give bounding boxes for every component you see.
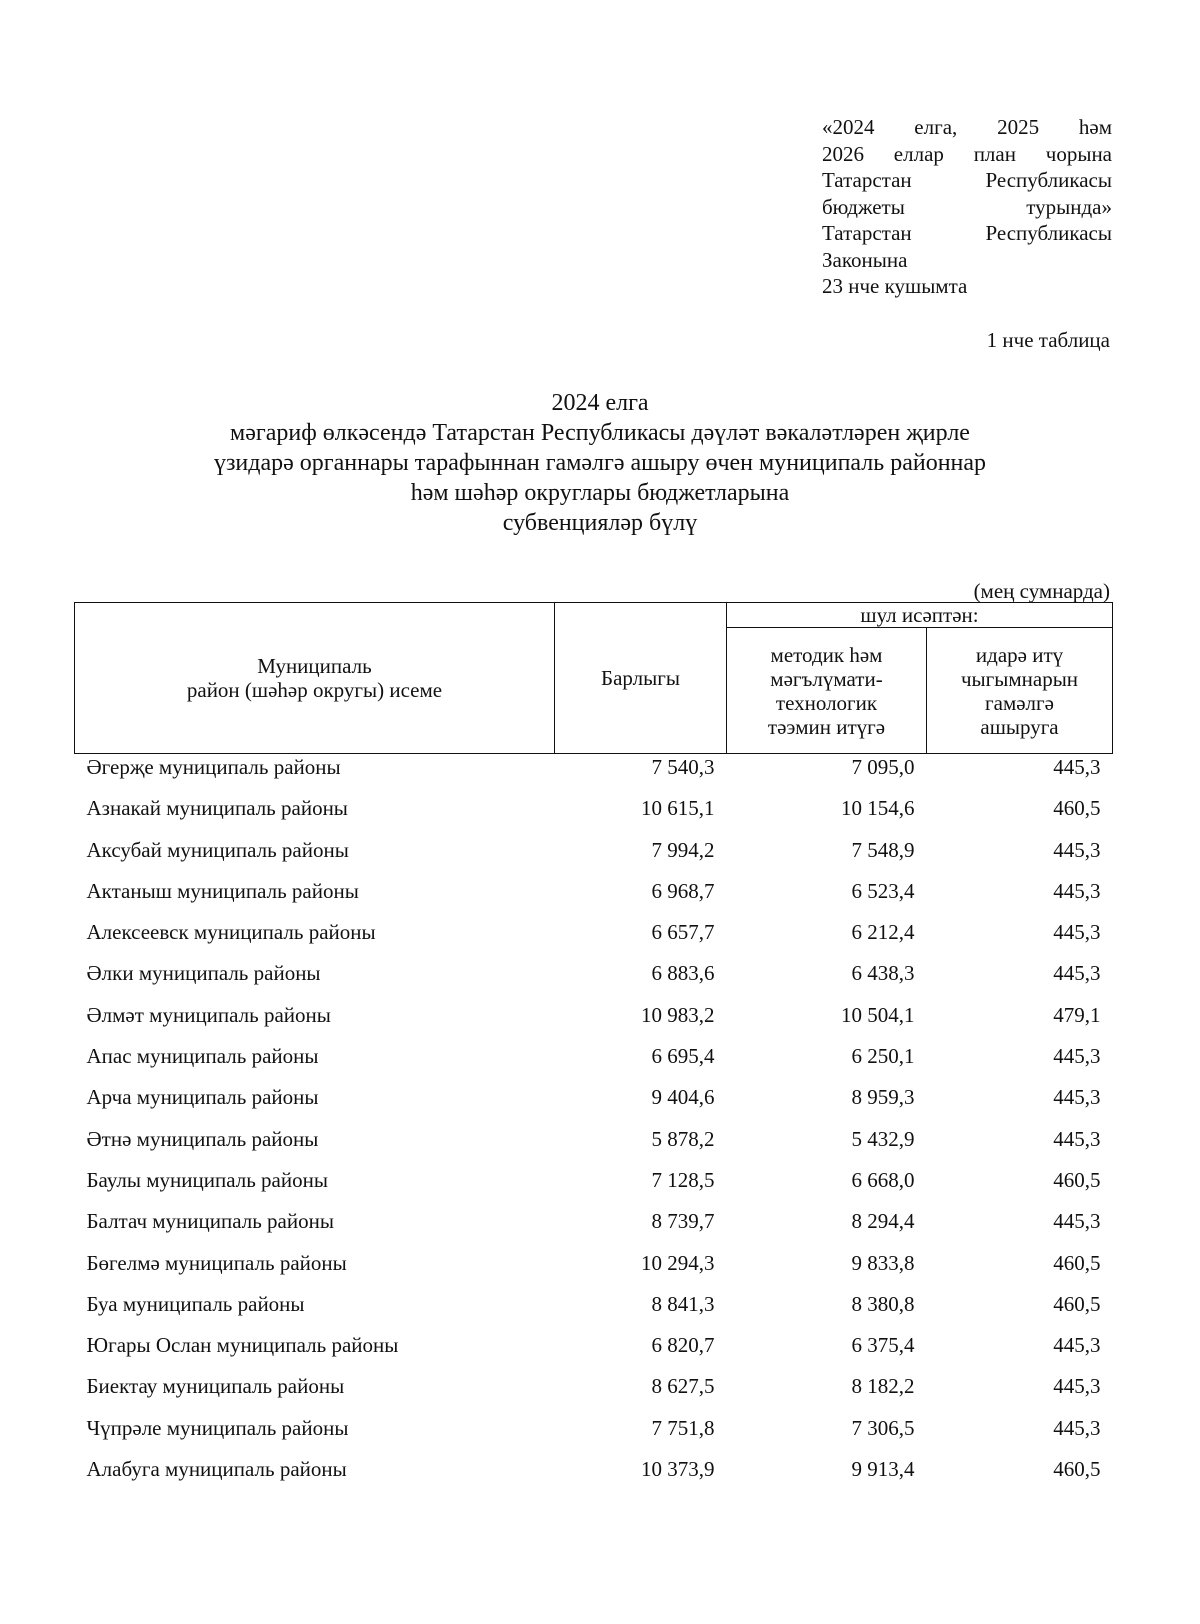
header-including: шул исәптән: (727, 603, 1113, 628)
header-methodical-line: технологик (775, 690, 878, 715)
row-total: 6 657,7 (651, 920, 715, 945)
row-total: 6 820,7 (651, 1333, 715, 1358)
row-total: 8 841,3 (651, 1291, 715, 1316)
row-admin: 445,3 (1053, 1415, 1101, 1440)
table-row (75, 1332, 1113, 1373)
table-row (75, 1084, 1113, 1125)
table-row (75, 837, 1113, 878)
row-name: Азнакай муниципаль районы (86, 796, 348, 821)
table-header (75, 603, 1113, 754)
row-total: 7 128,5 (651, 1167, 715, 1192)
table-body (75, 754, 1113, 1498)
table-row (75, 960, 1113, 1001)
row-name: Аксубай муниципаль районы (86, 837, 349, 862)
row-methodical: 8 182,2 (851, 1374, 915, 1399)
row-name: Чүпрәле муниципаль районы (86, 1415, 349, 1440)
table-row (75, 1126, 1113, 1167)
annex-line: «2024 елга, 2025 һәм (822, 115, 1112, 139)
annex-line: бюджеты турында» (822, 194, 1112, 219)
title-line: үзидарә органнары тарафыннан гамәлгә ашыру өчен муниципаль районнар (213, 450, 987, 476)
row-name: Актаныш муниципаль районы (86, 878, 359, 903)
header-admin-line: ашыруга (980, 714, 1059, 739)
table-row (75, 795, 1113, 836)
title-line: 2024 елга (551, 390, 649, 416)
row-methodical: 7 306,5 (851, 1415, 915, 1440)
annex-line: 2026 еллар план чорына (822, 141, 1112, 166)
row-methodical: 5 432,9 (851, 1126, 915, 1151)
row-admin: 445,3 (1053, 920, 1101, 945)
row-methodical: 7 095,0 (851, 755, 915, 779)
row-admin: 445,3 (1053, 755, 1101, 779)
row-name: Әгерҗе муниципаль районы (86, 755, 341, 779)
row-methodical: 6 668,0 (851, 1167, 915, 1192)
row-admin: 445,3 (1053, 1126, 1101, 1151)
row-name: Алабуга муниципаль районы (86, 1457, 347, 1482)
table-row (75, 1373, 1113, 1414)
row-name: Әтнә муниципаль районы (86, 1126, 319, 1151)
table-row (75, 919, 1113, 960)
row-total: 6 968,7 (651, 878, 715, 903)
table-row (75, 1456, 1113, 1497)
header-admin-line: чыгымнарын (960, 666, 1079, 691)
annex-line: Татарстан Республикасы (822, 168, 1112, 192)
table-number: 1 нче таблица (986, 328, 1110, 352)
row-name: Алексеевск муниципаль районы (86, 920, 376, 945)
subvention-table (74, 602, 1113, 1497)
header-name (75, 603, 555, 754)
row-admin: 445,3 (1053, 961, 1101, 986)
row-methodical: 9 913,4 (851, 1457, 915, 1482)
title-line: субвенцияләр бүлү (502, 510, 698, 536)
table-row (75, 1250, 1113, 1291)
row-methodical: 6 375,4 (851, 1333, 915, 1358)
row-total: 10 294,3 (641, 1250, 715, 1275)
row-name: Апас муниципаль районы (86, 1044, 319, 1069)
row-total: 10 615,1 (641, 796, 715, 821)
row-admin: 460,5 (1053, 1167, 1101, 1192)
header-methodical-line: методик һәм (770, 642, 883, 667)
row-admin: 445,3 (1053, 1044, 1101, 1069)
row-total: 5 878,2 (651, 1126, 715, 1151)
header-name-line: район (шәһәр округы) исеме (186, 678, 443, 702)
row-name: Биектау муниципаль районы (86, 1374, 345, 1399)
row-methodical: 7 548,9 (851, 837, 915, 862)
annex-line: 23 нче кушымта (822, 274, 968, 298)
row-admin: 460,5 (1053, 1291, 1101, 1316)
header-methodical-line: тәэмин итүгә (767, 714, 886, 739)
annex-line: Законына (822, 247, 908, 272)
row-admin: 445,3 (1053, 1209, 1101, 1234)
table-row (75, 1002, 1113, 1043)
table-row (75, 754, 1113, 796)
header-name-line: Муниципаль (257, 654, 372, 678)
row-total: 10 373,9 (641, 1457, 715, 1482)
row-name: Әлмәт муниципаль районы (86, 1002, 331, 1027)
row-methodical: 6 438,3 (851, 961, 915, 986)
header-administrative (927, 628, 1113, 754)
row-name: Баулы муниципаль районы (86, 1167, 328, 1192)
header-methodical-line: мәгълүмати- (770, 666, 883, 691)
row-admin: 445,3 (1053, 1085, 1101, 1110)
title-line: һәм шәһәр округлары бюджетларына (410, 480, 790, 506)
header-admin-line: гамәлгә (985, 690, 1054, 715)
units-label: (мең сумнарда) (973, 579, 1110, 603)
row-total: 7 751,8 (651, 1415, 715, 1440)
table-row (75, 878, 1113, 919)
row-name: Бөгелмә муниципаль районы (86, 1250, 347, 1275)
document-title (100, 388, 1100, 538)
row-admin: 460,5 (1053, 1457, 1101, 1482)
row-admin: 445,3 (1053, 1374, 1101, 1399)
row-admin: 445,3 (1053, 837, 1101, 862)
table-row (75, 1043, 1113, 1084)
table-row (75, 1208, 1113, 1249)
row-total: 8 739,7 (651, 1209, 715, 1234)
row-methodical: 9 833,8 (851, 1250, 915, 1275)
table-row (75, 1291, 1113, 1332)
row-total: 7 540,3 (651, 755, 715, 779)
row-admin: 445,3 (1053, 878, 1101, 903)
header-methodical (727, 628, 927, 754)
row-methodical: 6 523,4 (851, 878, 915, 903)
row-total: 10 983,2 (641, 1002, 715, 1027)
row-name: Буа муниципаль районы (86, 1291, 305, 1316)
annex-reference (822, 114, 1112, 300)
row-name: Арча муниципаль районы (86, 1085, 319, 1110)
row-admin: 460,5 (1053, 796, 1101, 821)
table-row (75, 1167, 1113, 1208)
row-methodical: 10 154,6 (841, 796, 915, 821)
row-total: 8 627,5 (651, 1374, 715, 1399)
row-name: Югары Ослан муниципаль районы (86, 1333, 399, 1358)
row-methodical: 8 959,3 (851, 1085, 915, 1110)
row-methodical: 8 294,4 (851, 1209, 915, 1234)
row-admin: 445,3 (1053, 1333, 1101, 1358)
title-line: мәгариф өлкәсендә Татарстан Республикасы дәүләт вәкаләтләрен җирле (230, 420, 970, 446)
row-total: 9 404,6 (651, 1085, 715, 1110)
row-methodical: 6 250,1 (851, 1044, 915, 1069)
row-total: 7 994,2 (651, 837, 715, 862)
header-admin-line: идарә итү (975, 642, 1064, 667)
row-name: Балтач муниципаль районы (86, 1209, 334, 1234)
annex-line: Татарстан Республикасы (822, 221, 1112, 245)
row-admin: 460,5 (1053, 1250, 1101, 1275)
row-total: 6 695,4 (651, 1044, 715, 1069)
row-methodical: 8 380,8 (851, 1291, 915, 1316)
header-total: Барлыгы (555, 603, 727, 754)
row-admin: 479,1 (1053, 1002, 1101, 1027)
row-total: 6 883,6 (651, 961, 715, 986)
row-name: Әлки муниципаль районы (86, 961, 321, 986)
table-row (75, 1415, 1113, 1456)
row-methodical: 6 212,4 (851, 920, 915, 945)
row-methodical: 10 504,1 (841, 1002, 915, 1027)
